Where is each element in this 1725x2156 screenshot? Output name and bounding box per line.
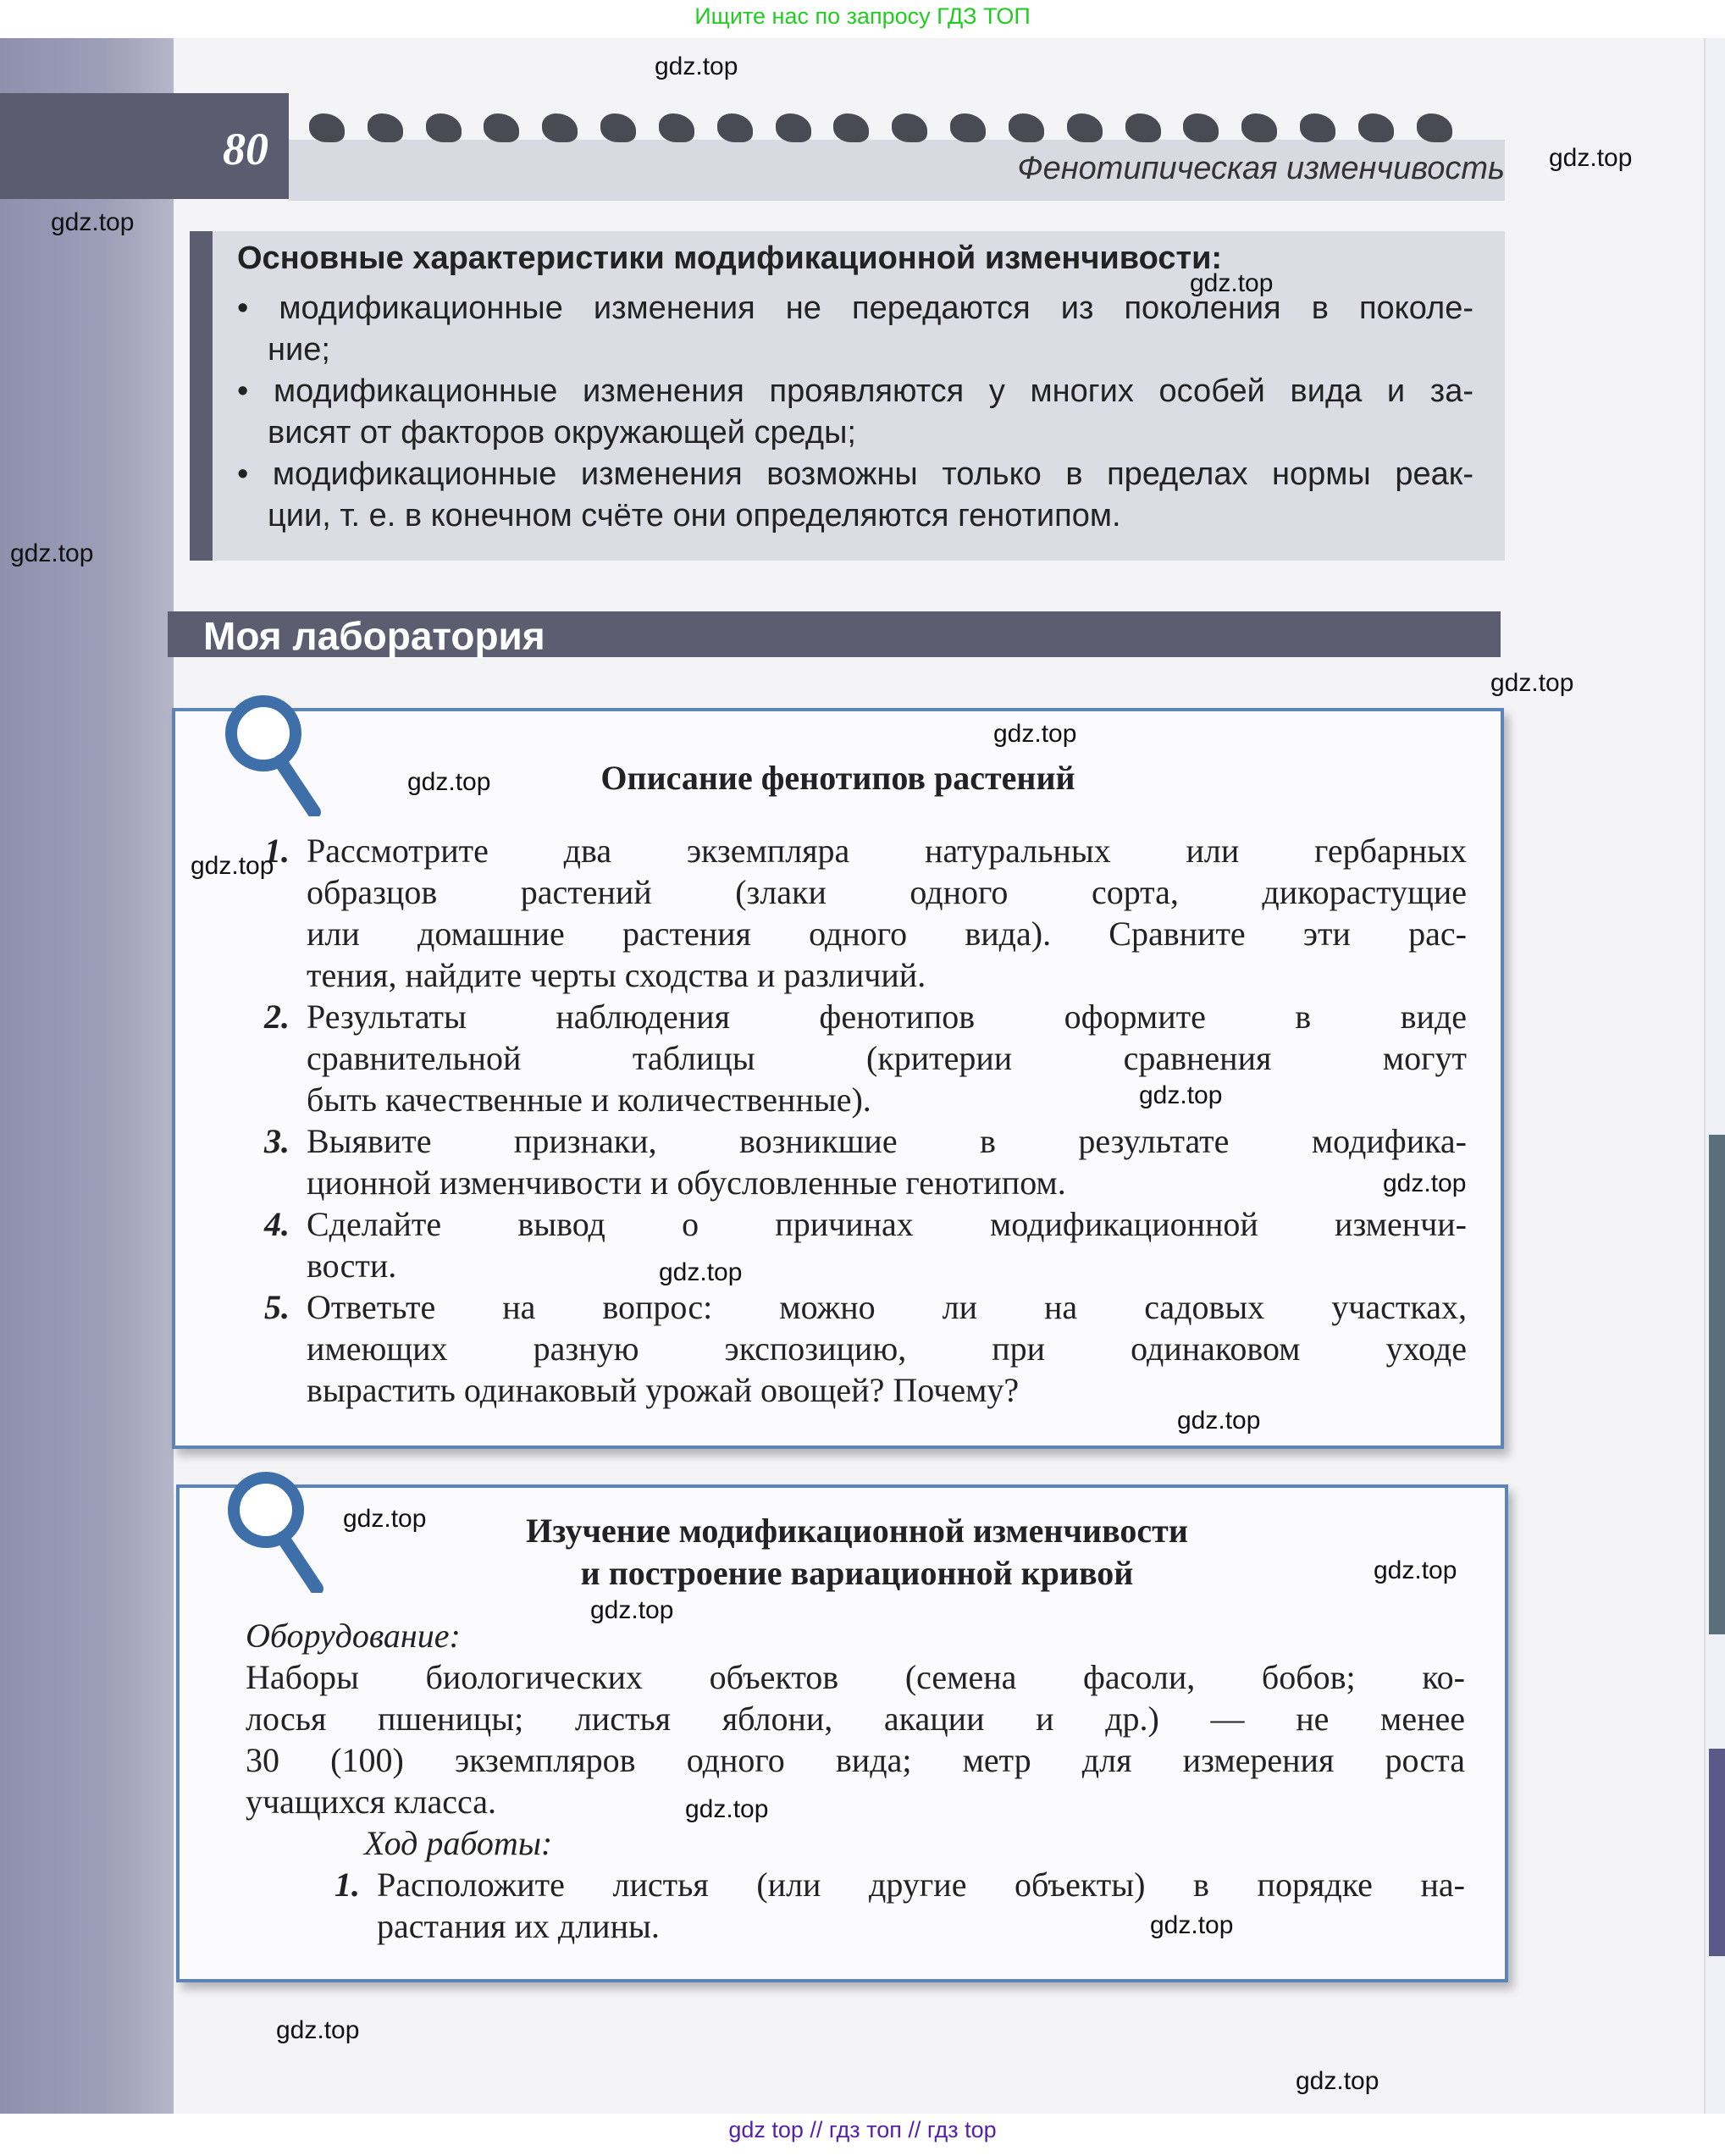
watermark: gdz.top [1374,1556,1457,1584]
lab1-item [264,1120,1467,1203]
item-number: 4. [264,1205,290,1243]
item-line: растания их длины. [377,1907,660,1945]
item-line: Рассмотрите два экземпляра натуральных или гербарных [307,832,1467,870]
footer-note: gdz top // гдз топ // гдз top [728,2117,997,2142]
page-number: 80 [223,124,268,174]
lab-task-phenotypes [172,708,1504,1449]
lab1-item [264,830,1467,996]
item-line: сравнительной таблицы (критерии сравнения могут [307,1039,1467,1077]
watermark: gdz.top [10,539,94,567]
item-number: 2. [264,998,290,1036]
watermark: gdz.top [1549,144,1633,172]
item-line: Сделайте вывод о причинах модификационной изменчи- [307,1205,1467,1243]
item-line: Выявите признаки, возникшие в результате модифика- [307,1122,1467,1160]
watermark: gdz.top [1177,1407,1261,1435]
item-line: вырастить одинаковый урожай овощей? Почему? [307,1371,1020,1409]
equipment-line: учащихся класса. [246,1783,496,1821]
characteristics-box [190,231,1505,561]
characteristic-line: ние; [268,332,330,368]
item-number: 3. [264,1122,290,1160]
item-line: образцов растений (злаки одного сорта, дикорастущие [307,873,1467,911]
item-line: тения, найдите черты сходства и различий. [307,956,926,994]
item-line: Ответьте на вопрос: можно ли на садовых участках, [307,1288,1467,1326]
equipment-line: 30 (100) экземпляров одного вида; метр для измерения роста [246,1741,1465,1779]
watermark: gdz.top [1139,1081,1223,1109]
lab-banner-title: Моя лаборатория [203,614,545,658]
lab1-title: Описание фенотипов растений [600,759,1075,797]
watermark: gdz.top [1190,269,1274,297]
characteristic-line: • модификационные изменения не передаются из поколения в поколе- [237,290,1473,326]
characteristic-line: висят от факторов окружающей среды; [268,415,856,451]
lab2-title [307,1510,1407,1595]
page-spine [0,38,174,2114]
lab-banner [168,611,1501,657]
item-line: быть качественные и количественные). [307,1081,871,1119]
item-line: имеющих разную экспозицию, при одинаковом уходе [307,1330,1467,1368]
characteristics-title: Основные характеристики модификационной изменчивости: [237,240,1223,276]
item-number: 1. [334,1866,360,1904]
item-line: Результаты наблюдения фенотипов оформите в виде [307,998,1467,1036]
lab2-item [246,1864,1465,1947]
watermark: gdz.top [659,1258,743,1286]
equipment-line: Наборы биологических объектов (семена фасоли, бобов; ко- [246,1658,1465,1696]
lab-task-variation-curve [176,1484,1508,1982]
top-note: Ищите нас по запросу ГДЗ ТОП [694,3,1031,29]
watermark: gdz.top [191,852,274,880]
equipment-label: Оборудование: [246,1617,461,1655]
watermark: gdz.top [276,2016,360,2044]
watermark: gdz.top [590,1596,674,1624]
watermark: gdz.top [1490,669,1574,697]
animals-silhouettes-icon [309,100,1452,142]
lab2-title-line: и построение вариационной кривой [580,1554,1134,1592]
watermark: gdz.top [685,1795,769,1823]
item-line: Расположите листья (или другие объекты) в порядке на- [377,1866,1465,1904]
characteristic-line: • модификационные изменения проявляются у многих особей вида и за- [237,373,1473,409]
box-accent-bar [190,231,213,561]
item-number: 1. [264,832,290,870]
characteristic-line: ции, т. е. в конечном счёте они определяются генотипом. [268,498,1121,533]
item-line: вости. [307,1247,397,1285]
lab1-item [264,1286,1467,1411]
section-title: Фенотипическая изменчивость [1017,151,1505,186]
item-line: или домашние растения одного вида). Сравните эти рас- [307,915,1467,953]
watermark: gdz.top [1383,1169,1467,1197]
watermark: gdz.top [407,768,491,796]
watermark: gdz.top [655,53,738,80]
item-line: ционной изменчивости и обусловленные генотипом. [307,1164,1066,1202]
equipment-line: лосья пшеницы; листья яблони, акации и др.) — не менее [246,1700,1465,1738]
procedure-label: Ход работы: [364,1824,553,1862]
watermark: gdz.top [993,720,1077,748]
page-number-box [0,93,289,199]
watermark: gdz.top [1296,2067,1379,2095]
lab2-title-line: Изучение модификационной изменчивости [526,1512,1188,1550]
next-page-bar [1709,1749,1725,1956]
next-page-bar [1709,1135,1725,1634]
lab1-item [264,996,1467,1120]
watermark: gdz.top [343,1505,427,1533]
watermark: gdz.top [1150,1911,1234,1939]
lab1-item [264,1203,1467,1286]
item-number: 5. [264,1288,290,1326]
watermark: gdz.top [51,208,135,236]
characteristic-line: • модификационные изменения возможны только в пределах нормы реак- [237,456,1473,492]
